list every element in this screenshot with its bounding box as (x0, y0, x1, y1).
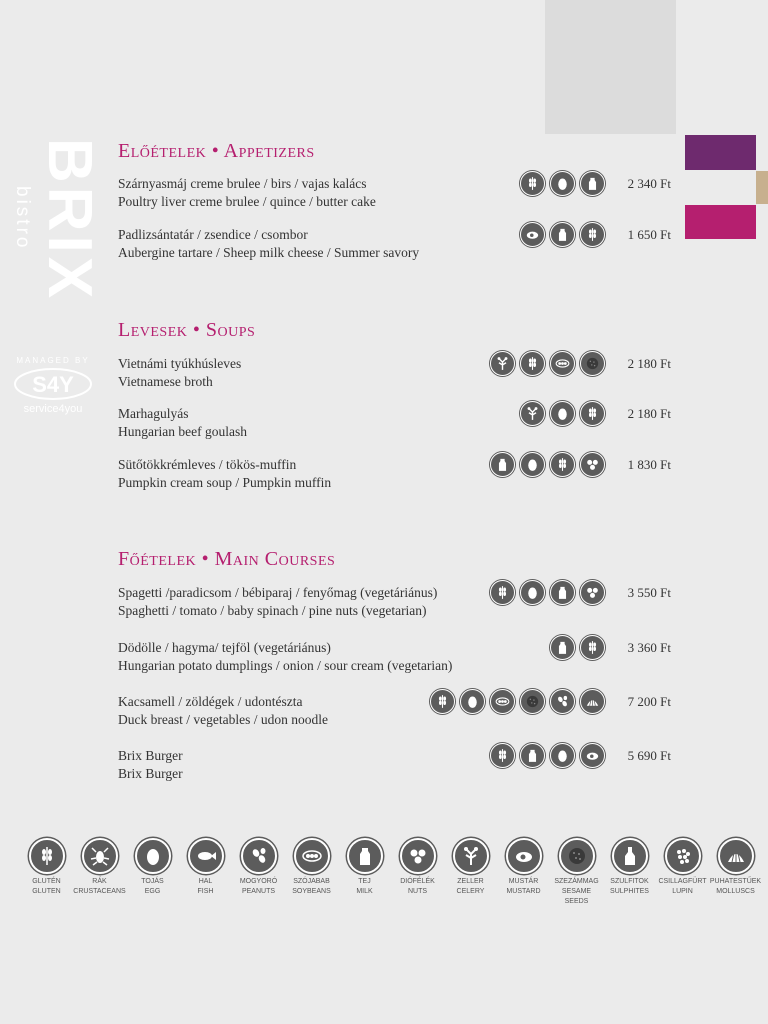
gluten-icon (584, 639, 601, 656)
s4y-logo-text: S4Y (32, 372, 74, 397)
legend-badge (718, 838, 754, 874)
allergen-badge (520, 689, 545, 714)
menu-item-name-hu: Dödölle / hagyma/ tejföl (vegetáriánus) (118, 640, 331, 655)
egg-icon (554, 405, 571, 422)
gluten-icon (35, 844, 59, 868)
menu-item-name-hu: Sütőtökkrémleves / tökös-muffin (118, 457, 297, 472)
menu-item-name-en: Poultry liver creme brulee / quince / butter cake (118, 194, 376, 209)
allergen-badge (580, 351, 605, 376)
menu-item (118, 639, 452, 675)
allergen-legend (20, 838, 762, 907)
allergen-badge (550, 401, 575, 426)
menu-item-allergens (430, 689, 605, 714)
mustard-icon (584, 747, 601, 764)
legend-item-peanuts (232, 838, 285, 907)
menu-item (118, 584, 437, 620)
menu-item-name-en: Spaghetti / tomato / baby spinach / pine nuts (vegetarian) (118, 603, 427, 618)
milk-icon (584, 175, 601, 192)
legend-badge (400, 838, 436, 874)
allergen-badge (580, 689, 605, 714)
allergen-badge (550, 743, 575, 768)
menu-item-name-hu: Szárnyasmáj creme brulee / birs / vajas kalács (118, 176, 367, 191)
egg-icon (554, 175, 571, 192)
legend-label-en: FISH (197, 888, 214, 895)
lupin-icon (671, 844, 695, 868)
menu-item-name-en: Vietnamese broth (118, 374, 213, 389)
allergen-badge (520, 401, 545, 426)
legend-item-gluten (20, 838, 73, 907)
legend-label-hu: HAL (198, 878, 213, 885)
allergen-badge (490, 351, 515, 376)
legend-label-hu: CSILLAGFÜRT (658, 878, 707, 885)
legend-label-en: SOYBEANS (292, 888, 331, 895)
legend-label-hu: SZÓJABAB (293, 878, 330, 885)
milk-icon (554, 639, 571, 656)
legend-label-en: CRUSTACEANS (73, 888, 126, 895)
legend-label-en: NUTS (407, 888, 428, 895)
allergen-badge (580, 401, 605, 426)
legend-badge (612, 838, 648, 874)
menu-item-allergens (520, 222, 605, 247)
menu-item-price: 3 550 Ft (627, 585, 671, 600)
nuts-icon (406, 844, 430, 868)
legend-item-milk (338, 838, 391, 907)
milk-icon (554, 226, 571, 243)
gluten-icon (584, 226, 601, 243)
mustard-icon (524, 226, 541, 243)
menu-item-allergens (490, 743, 605, 768)
decor-tab-magenta (685, 205, 756, 239)
menu-item-name-hu: Brix Burger (118, 748, 183, 763)
sesame-icon (584, 355, 601, 372)
allergen-badge (520, 743, 545, 768)
legend-badge (294, 838, 330, 874)
celery-icon (459, 844, 483, 868)
legend-item-celery (444, 838, 497, 907)
legend-label-en: GLUTEN (32, 888, 61, 895)
menu-item-price: 5 690 Ft (627, 748, 671, 763)
menu-item (118, 693, 328, 729)
allergen-badge (580, 635, 605, 660)
menu-item-name-hu: Spagetti /paradicsom / bébiparaj / fenyőmag (vegetáriánus) (118, 585, 438, 600)
managed-by-label: MANAGED BY (16, 356, 90, 365)
nuts-icon (584, 456, 601, 473)
menu-item-name-en: Brix Burger (118, 766, 183, 781)
allergen-badge (550, 689, 575, 714)
legend-label-en: PEANUTS (241, 888, 276, 895)
legend-badge (453, 838, 489, 874)
allergen-badge (490, 743, 515, 768)
menu-item-allergens (490, 580, 605, 605)
legend-label-hu: DIÓFÉLÉK (400, 878, 435, 885)
menu-item-name-en: Hungarian potato dumplings / onion / sour cream (vegetarian) (118, 658, 453, 673)
decor-gray-block (545, 0, 676, 134)
legend-item-soybeans (285, 838, 338, 907)
menu-item-name-hu: Kacsamell / zöldégek / udontészta (118, 694, 303, 709)
allergen-badge (550, 635, 575, 660)
legend-item-sesame (550, 838, 603, 907)
legend-label-en: MILK (356, 888, 373, 895)
legend-label-en: EGG (144, 888, 161, 895)
egg-icon (141, 844, 165, 868)
gluten-icon (494, 584, 511, 601)
menu-item-name-en: Pumpkin cream soup / Pumpkin muffin (118, 475, 332, 490)
molluscs-icon (584, 693, 601, 710)
allergen-badge (550, 452, 575, 477)
legend-item-egg (126, 838, 179, 907)
legend-label-hu: ZELLER (457, 878, 484, 885)
menu-item-name-hu: Vietnámi tyúkhúsleves (118, 356, 242, 371)
peanuts-icon (554, 693, 571, 710)
legend-badge (135, 838, 171, 874)
allergen-badge (580, 743, 605, 768)
allergen-badge (490, 580, 515, 605)
legend-item-crustaceans (73, 838, 126, 907)
legend-label-hu: MOGYORÓ (239, 878, 278, 885)
allergen-badge (490, 689, 515, 714)
legend-item-molluscs (709, 838, 762, 907)
gluten-icon (434, 693, 451, 710)
menu-item (118, 747, 183, 783)
allergen-badge (580, 452, 605, 477)
milk-icon (554, 584, 571, 601)
legend-badge (506, 838, 542, 874)
allergen-badge (550, 222, 575, 247)
legend-label-en: SULPHITES (610, 888, 649, 895)
menu-item-name-hu: Padlizsántatár / zsendice / csombor (118, 227, 308, 242)
legend-badge (559, 838, 595, 874)
soybeans-icon (494, 693, 511, 710)
menu-item-price: 2 180 Ft (627, 406, 671, 421)
menu-item-name-en: Aubergine tartare / Sheep milk cheese / Summer savory (118, 245, 420, 260)
legend-badge (82, 838, 118, 874)
menu-item-price: 2 340 Ft (627, 176, 671, 191)
decor-tab-tan (756, 171, 768, 204)
allergen-badge (520, 171, 545, 196)
legend-item-mustard (497, 838, 550, 907)
legend-label-en: CELERY (456, 888, 485, 895)
section-title: Főételek • Main Courses (118, 548, 336, 570)
legend-label-en: MOLLUSCS (716, 888, 755, 895)
menu-item (118, 175, 376, 211)
menu-item-price: 1 830 Ft (627, 457, 671, 472)
allergen-badge (520, 351, 545, 376)
allergen-badge (430, 689, 455, 714)
egg-icon (464, 693, 481, 710)
legend-item-nuts (391, 838, 444, 907)
celery-icon (494, 355, 511, 372)
sesame-icon (524, 693, 541, 710)
allergen-badge (520, 580, 545, 605)
milk-icon (524, 747, 541, 764)
allergen-badge (550, 351, 575, 376)
legend-label-en: SESAME SEEDS (561, 888, 592, 905)
menu-item-allergens (520, 401, 605, 426)
service4you-label: service4you (23, 403, 83, 415)
soybeans-icon (300, 844, 324, 868)
menu-item-name-hu: Marhagulyás (118, 406, 189, 421)
s4y-logo-icon (13, 367, 93, 401)
legend-item-fish (179, 838, 232, 907)
allergen-badge (550, 171, 575, 196)
legend-badge (29, 838, 65, 874)
menu-item-price: 1 650 Ft (627, 227, 671, 242)
menu-item-allergens (550, 635, 605, 660)
gluten-icon (584, 405, 601, 422)
menu-item-price: 7 200 Ft (627, 694, 671, 709)
allergen-badge (520, 222, 545, 247)
sesame-icon (565, 844, 589, 868)
gluten-icon (494, 747, 511, 764)
fish-icon (194, 844, 218, 868)
peanuts-icon (247, 844, 271, 868)
brand-logo-brix: BRIX (35, 138, 104, 303)
menu-item (118, 456, 331, 492)
milk-icon (494, 456, 511, 473)
menu-item-name-en: Duck breast / vegetables / udon noodle (118, 712, 328, 727)
egg-icon (554, 747, 571, 764)
menu-item-allergens (490, 351, 605, 376)
crustaceans-icon (88, 844, 112, 868)
soybeans-icon (554, 355, 571, 372)
menu-item (118, 355, 241, 391)
legend-label-hu: GLUTÉN (32, 878, 61, 885)
decor-tab-purple (685, 135, 756, 170)
legend-label-hu: SZEZÁMMAG (554, 878, 599, 885)
legend-item-lupin (656, 838, 709, 907)
legend-badge (188, 838, 224, 874)
allergen-badge (580, 171, 605, 196)
menu-item-allergens (520, 171, 605, 196)
legend-label-hu: PUHATESTŰEK (709, 878, 762, 885)
section-title: Levesek • Soups (118, 319, 256, 341)
allergen-badge (580, 222, 605, 247)
brand-logo-bistro: bistro (12, 186, 33, 251)
legend-label-hu: TOJÁS (141, 878, 164, 885)
egg-icon (524, 584, 541, 601)
legend-label-hu: MUSTÁR (508, 878, 539, 885)
section-title: Előételek • Appetizers (118, 140, 315, 162)
allergen-badge (490, 452, 515, 477)
menu-item-price: 2 180 Ft (627, 356, 671, 371)
legend-label-en: MUSTARD (506, 888, 541, 895)
gluten-icon (524, 355, 541, 372)
molluscs-icon (724, 844, 748, 868)
legend-label-hu: SZULFITOK (610, 878, 649, 885)
legend-label-hu: RÁK (92, 878, 107, 885)
menu-item (118, 405, 247, 441)
gluten-icon (554, 456, 571, 473)
allergen-badge (550, 580, 575, 605)
allergen-badge (580, 580, 605, 605)
legend-label-en: LUPIN (672, 888, 693, 895)
gluten-icon (524, 175, 541, 192)
allergen-badge (520, 452, 545, 477)
allergen-badge (460, 689, 485, 714)
legend-label-hu: TEJ (358, 878, 371, 885)
legend-badge (665, 838, 701, 874)
celery-icon (524, 405, 541, 422)
sulphites-icon (618, 844, 642, 868)
menu-item-name-en: Hungarian beef goulash (118, 424, 247, 439)
egg-icon (524, 456, 541, 473)
menu-item (118, 226, 419, 262)
legend-item-sulphites (603, 838, 656, 907)
mustard-icon (512, 844, 536, 868)
legend-badge (241, 838, 277, 874)
nuts-icon (584, 584, 601, 601)
milk-icon (353, 844, 377, 868)
menu-item-price: 3 360 Ft (627, 640, 671, 655)
menu-item-allergens (490, 452, 605, 477)
legend-badge (347, 838, 383, 874)
